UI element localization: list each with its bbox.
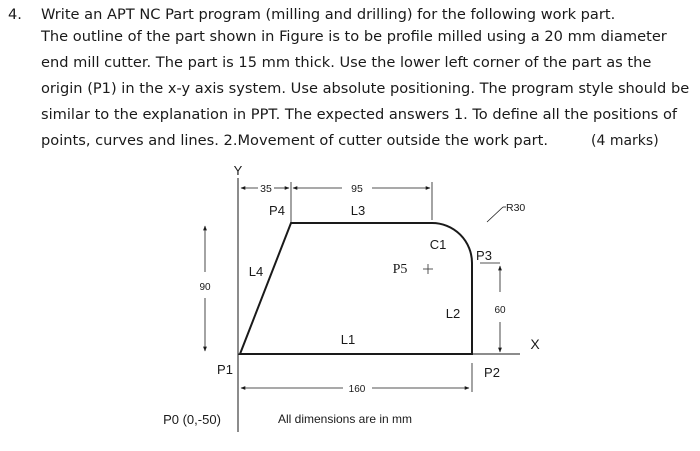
question-line-4: origin (P1) in the x-y axis system. Use absolute positioning. The program style should be — [41, 80, 690, 97]
x-axis-label: X — [530, 336, 540, 352]
label-p2: P2 — [484, 365, 500, 380]
label-c1: C1 — [429, 237, 447, 252]
question-line-5: similar to the explanation in PPT. The expected answers 1. To define all the positions of — [41, 106, 678, 123]
label-p5: P5 — [392, 262, 408, 277]
label-l1: L1 — [340, 332, 356, 347]
question-line-2: The outline of the part shown in Figure is to be profile milled using a 20 mm diameter — [41, 28, 667, 45]
dim-r30-label: R30 — [506, 202, 526, 214]
dim-60-label: 60 — [494, 305, 506, 316]
question-line-6: points, curves and lines. 2.Movement of cutter outside the work part. — [41, 132, 548, 149]
dim-95-label: 95 — [351, 183, 363, 195]
label-l3: L3 — [350, 203, 366, 218]
label-l4: L4 — [248, 264, 264, 279]
dim-35-label: 35 — [260, 183, 272, 195]
label-p1: P1 — [217, 362, 233, 377]
r30-leader — [487, 207, 503, 222]
y-axis-label: Y — [233, 163, 243, 178]
label-l2: L2 — [445, 306, 461, 321]
dimensions-note: All dimensions are in mm — [277, 412, 413, 426]
dim-90-label: 90 — [199, 282, 211, 293]
label-p3: P3 — [476, 248, 492, 263]
label-p0: P0 (0,-50) — [163, 412, 221, 427]
dim-160-label: 160 — [348, 384, 366, 395]
question-line-3: end mill cutter. The part is 15 mm thick. Use the lower left corner of the part as the — [41, 54, 652, 71]
question-number: 4. — [8, 6, 22, 23]
question-line-1: Write an APT NC Part program (milling and drilling) for the following work part. — [41, 6, 616, 23]
marks-label: (4 marks) — [591, 133, 659, 149]
label-p4: P4 — [269, 203, 285, 218]
